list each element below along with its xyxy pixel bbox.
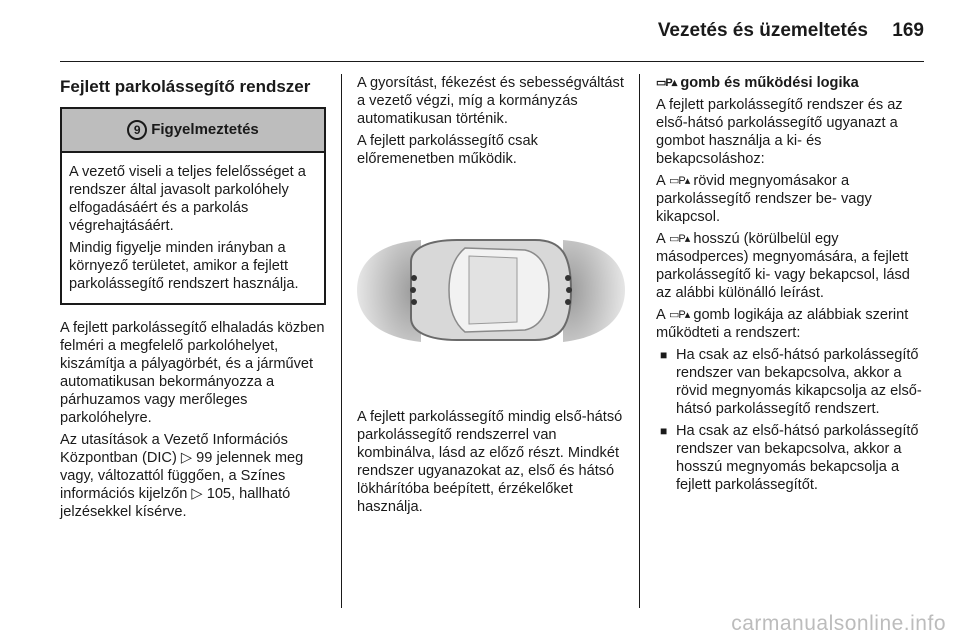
page-ref-arrow-icon: ▷ — [180, 450, 193, 466]
warning-title: Figyelmeztetés — [151, 121, 259, 138]
paragraph: A fejlett parkolássegítő csak előremenetben működik. — [357, 133, 538, 167]
watermark: carmanualsonline.info — [731, 612, 946, 635]
page-number: 169 — [892, 20, 924, 41]
warning-header — [62, 109, 324, 153]
paragraph: A fejlett parkolássegítő elhaladás közben felméri a megfelelő parkolóhelyet, kiszámítja a pályagörbét, és a járművet automatikusan bekormányozza a párhuzamos vagy merőleges parkolóhelyre. — [60, 320, 325, 426]
page-header-title: Vezetés és üzemeltetés — [657, 20, 868, 41]
column-3 — [656, 74, 926, 498]
parking-button-icon: ▭P▴ — [669, 233, 690, 245]
bullet-square-icon: ■ — [660, 348, 668, 362]
header-rule — [60, 61, 924, 62]
paragraph: A ▭P▴ hosszú (körülbelül egy másodperces) megnyomására, a fejlett parkolássegítő ki- vagy bekapcsol, lásd az alábbi különálló leírást. — [656, 231, 910, 301]
page-ref-link[interactable]: 105 — [206, 486, 232, 502]
warning-circle-icon: 9 — [127, 120, 147, 140]
paragraph-dic: Az utasítások a Vezető Információs Központban (DIC) ▷ 99 jelennek meg vagy, változattól függően, a Színes információs kijelzőn ▷ 105, hallható jelzésekkel kísérve. — [60, 432, 304, 520]
list-item: ■ Ha csak az első-hátsó parkolássegítő rendszer van bekapcsolva, akkor a rövid megnyomás kikapcsolja az első-hátsó parkolássegítő rendszert. — [660, 347, 922, 417]
section-subheading: ▭P▴ gomb és működési logika — [656, 75, 859, 91]
parking-button-icon: ▭P▴ — [669, 175, 690, 187]
warning-paragraph-2: Mindig figyelje minden irányban a környező területet, amikor a fejlett parkolássegítő rendszert használja. — [69, 240, 299, 292]
bullet-list — [656, 346, 926, 494]
paragraph: A ▭P▴ rövid megnyomásakor a parkolássegítő rendszer be- vagy kikapcsol. — [656, 173, 872, 225]
page-ref-arrow-icon: ▷ — [191, 486, 203, 502]
warning-box — [60, 107, 326, 305]
warning-paragraph-1: A vezető viseli a teljes felelősséget a rendszer által javasolt parkolóhely elfogadásáért és a parkolás végrehajtásáért. — [69, 164, 306, 234]
column-1 — [60, 74, 326, 525]
column-2 — [357, 74, 625, 520]
parking-button-icon: ▭P▴ — [656, 77, 677, 89]
paragraph: A gyorsítást, fékezést és sebességváltást a vezető végzi, míg a kormányzás automatikusan történik. — [357, 75, 624, 127]
paragraph: A fejlett parkolássegítő mindig első-hátsó parkolássegítő rendszerrel van kombinálva, lásd az előző részt. Mindkét rendszer ugyanazokat az, első és hátsó lökhárítóba beépített, érzékelőket használja. — [357, 409, 623, 515]
parking-button-icon: ▭P▴ — [669, 309, 690, 321]
paragraph: A ▭P▴ gomb logikája az alábbiak szerint működteti a rendszert: — [656, 307, 909, 341]
page-ref-link[interactable]: 99 — [196, 450, 213, 466]
parking-sensor-illustration — [357, 182, 625, 396]
section-heading: Fejlett parkolássegítő rendszer — [60, 77, 311, 96]
bullet-square-icon: ■ — [660, 424, 668, 438]
column-divider-2 — [639, 74, 640, 608]
paragraph: A fejlett parkolássegítő rendszer és az első-hátsó parkolássegítő ugyanazt a gombot használja a ki- és bekapcsoláshoz: — [656, 97, 903, 167]
list-item: ■ Ha csak az első-hátsó parkolássegítő rendszer van bekapcsolva, akkor a hosszú megnyomás bekapcsolja a fejlett parkolássegítőt. — [660, 423, 919, 493]
column-divider-1 — [341, 74, 342, 608]
warning-body — [62, 153, 324, 303]
